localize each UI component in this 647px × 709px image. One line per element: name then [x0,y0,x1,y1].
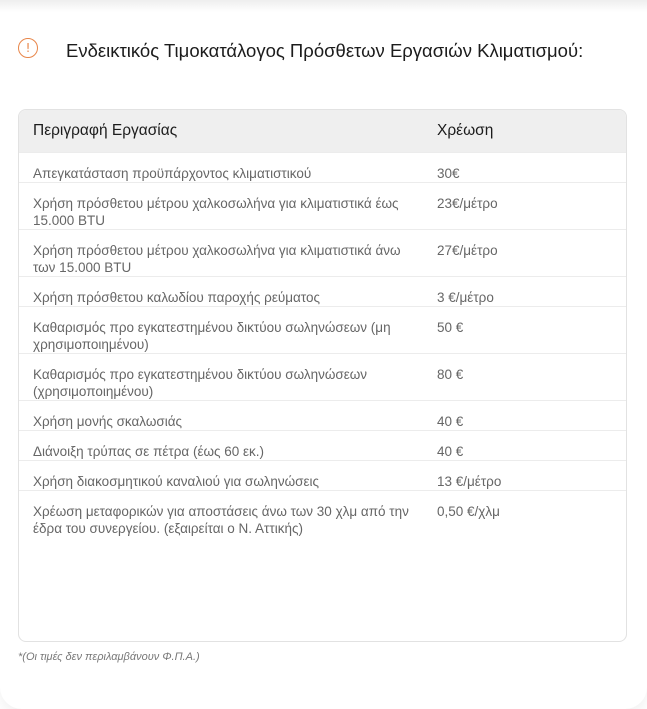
info-alert-icon: ! [18,38,38,58]
row-price: 27€/μέτρο [423,230,626,277]
row-description: Καθαρισμός προ εγκατεστημένου δικτύου σωληνώσεων (χρησιμοποιημένου) [19,354,423,401]
row-price: 23€/μέτρο [423,183,626,230]
table-header-row [19,110,626,153]
table-row [19,307,626,354]
price-table [18,109,627,642]
vat-footnote: *(Οι τιμές δεν περιλαμβάνουν Φ.Π.Α.) [18,651,200,663]
row-price: 0,50 €/χλμ [423,491,626,538]
column-header-charge: Χρέωση [423,110,626,153]
table-row [19,461,626,491]
row-description: Χρήση πρόσθετου μέτρου χαλκοσωλήνα για κλιματιστικά άνω των 15.000 BTU [19,230,423,277]
row-description: Καθαρισμός προ εγκατεστημένου δικτύου σωληνώσεων (μη χρησιμοποιημένου) [19,307,423,354]
table-row [19,230,626,277]
row-price: 40 € [423,401,626,431]
row-description: Διάνοιξη τρύπας σε πέτρα (έως 60 εκ.) [19,431,423,461]
table-row [19,153,626,183]
row-description: Χρέωση μεταφορικών για αποστάσεις άνω των 30 χλμ από την έδρα του συνεργείου. (εξαιρείται ο Ν. Αττικής) [19,491,423,538]
table-row [19,354,626,401]
table-row [19,401,626,431]
row-price: 30€ [423,153,626,183]
table-row [19,491,626,538]
table-row [19,277,626,307]
row-price: 80 € [423,354,626,401]
top-shadow [0,0,647,12]
page-title: Ενδεικτικός Τιμοκατάλογος Πρόσθετων Εργασιών Κλιματισμού: [66,40,584,61]
row-price: 40 € [423,431,626,461]
column-header-description: Περιγραφή Εργασίας [19,110,423,153]
row-description: Χρήση μονής σκαλωσιάς [19,401,423,431]
row-description: Χρήση διακοσμητικού καναλιού για σωληνώσεις [19,461,423,491]
row-price: 50 € [423,307,626,354]
row-description: Απεγκατάσταση προϋπάρχοντος κλιματιστικού [19,153,423,183]
row-description: Χρήση πρόσθετου καλωδίου παροχής ρεύματος [19,277,423,307]
row-price: 3 €/μέτρο [423,277,626,307]
table-row [19,183,626,230]
row-description: Χρήση πρόσθετου μέτρου χαλκοσωλήνα για κλιματιστικά έως 15.000 BTU [19,183,423,230]
row-price: 13 €/μέτρο [423,461,626,491]
table-row [19,431,626,461]
